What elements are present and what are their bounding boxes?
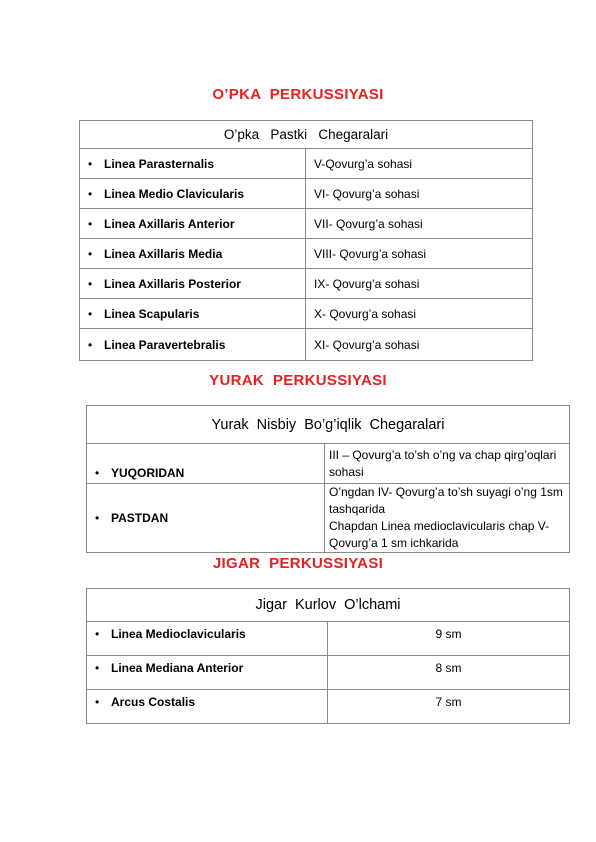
row-value: 9 sm: [328, 622, 570, 656]
row-label: Linea Medio Clavicularis: [104, 186, 245, 201]
row-label: Linea Parasternalis: [104, 156, 215, 171]
bullet-icon: •: [88, 306, 93, 321]
row-label: Linea Paravertebralis: [104, 337, 226, 352]
row-label: YUQORIDAN: [111, 466, 185, 480]
row-label: Linea Mediana Anterior: [111, 661, 244, 675]
row-label: Linea Medioclavicularis: [111, 627, 246, 641]
table-row: [87, 690, 570, 724]
table-row: [80, 209, 533, 239]
jigar-section-title: JIGAR PERKUSSIYASI: [212, 555, 384, 572]
row-label: Linea Axillaris Posterior: [104, 276, 241, 291]
yurak-table-header: Yurak Nisbiy Bo’g’iqlik Chegaralari: [87, 406, 570, 444]
bullet-icon: •: [88, 156, 93, 171]
table-row: [80, 269, 533, 299]
opka-table: [79, 120, 533, 361]
row-value: VI- Qovurg’a sohasi: [306, 179, 533, 209]
yurak-table: [86, 405, 570, 553]
row-value: O’ngdan IV- Qovurg’a to’sh suyagi o’ng 1sm tashqarida: [329, 485, 563, 516]
row-label: Linea Scapularis: [104, 306, 200, 321]
row-value: X- Qovurg’a sohasi: [306, 299, 533, 329]
row-value: VII- Qovurg’a sohasi: [306, 209, 533, 239]
row-label: Linea Axillaris Media: [104, 246, 223, 261]
table-row: [80, 179, 533, 209]
row-label: Arcus Costalis: [111, 695, 196, 709]
bullet-icon: •: [95, 511, 100, 525]
row-value: VIII- Qovurg’a sohasi: [306, 239, 533, 269]
bullet-icon: •: [95, 627, 100, 641]
bullet-icon: •: [88, 337, 93, 352]
bullet-icon: •: [88, 276, 93, 291]
table-row: [87, 656, 570, 690]
table-row: [87, 444, 570, 484]
bullet-icon: •: [95, 466, 100, 480]
row-label: Linea Axillaris Anterior: [104, 216, 235, 231]
row-value: XI- Qovurg’a sohasi: [306, 329, 533, 361]
row-value-secondary: Chapdan Linea medioclavicularis chap V-Qovurg’a 1 sm ichkarida: [329, 519, 550, 550]
row-value: 7 sm: [328, 690, 570, 724]
bullet-icon: •: [88, 246, 93, 261]
bullet-icon: •: [88, 186, 93, 201]
table-row: [80, 149, 533, 179]
jigar-table-header: Jigar Kurlov O’lchami: [87, 589, 570, 622]
row-value: 8 sm: [328, 656, 570, 690]
jigar-table: [86, 588, 570, 724]
row-value: V-Qovurg’a sohasi: [306, 149, 533, 179]
table-row: [87, 484, 570, 553]
yurak-section-title: YURAK PERKUSSIYASI: [209, 372, 387, 389]
row-value: IX- Qovurg’a sohasi: [306, 269, 533, 299]
row-label: PASTDAN: [111, 511, 169, 525]
bullet-icon: •: [88, 216, 93, 231]
opka-table-header: O’pka Pastki Chegaralari: [80, 121, 533, 149]
table-row: [87, 622, 570, 656]
bullet-icon: •: [95, 661, 100, 675]
opka-section-title: O’PKA PERKUSSIYASI: [212, 86, 384, 103]
table-row: [80, 239, 533, 269]
table-row: [80, 299, 533, 329]
row-value: III – Qovurg’a to’sh o’ng va chap qirg’oqlari sohasi: [325, 444, 570, 484]
table-row: [80, 329, 533, 361]
bullet-icon: •: [95, 695, 100, 709]
